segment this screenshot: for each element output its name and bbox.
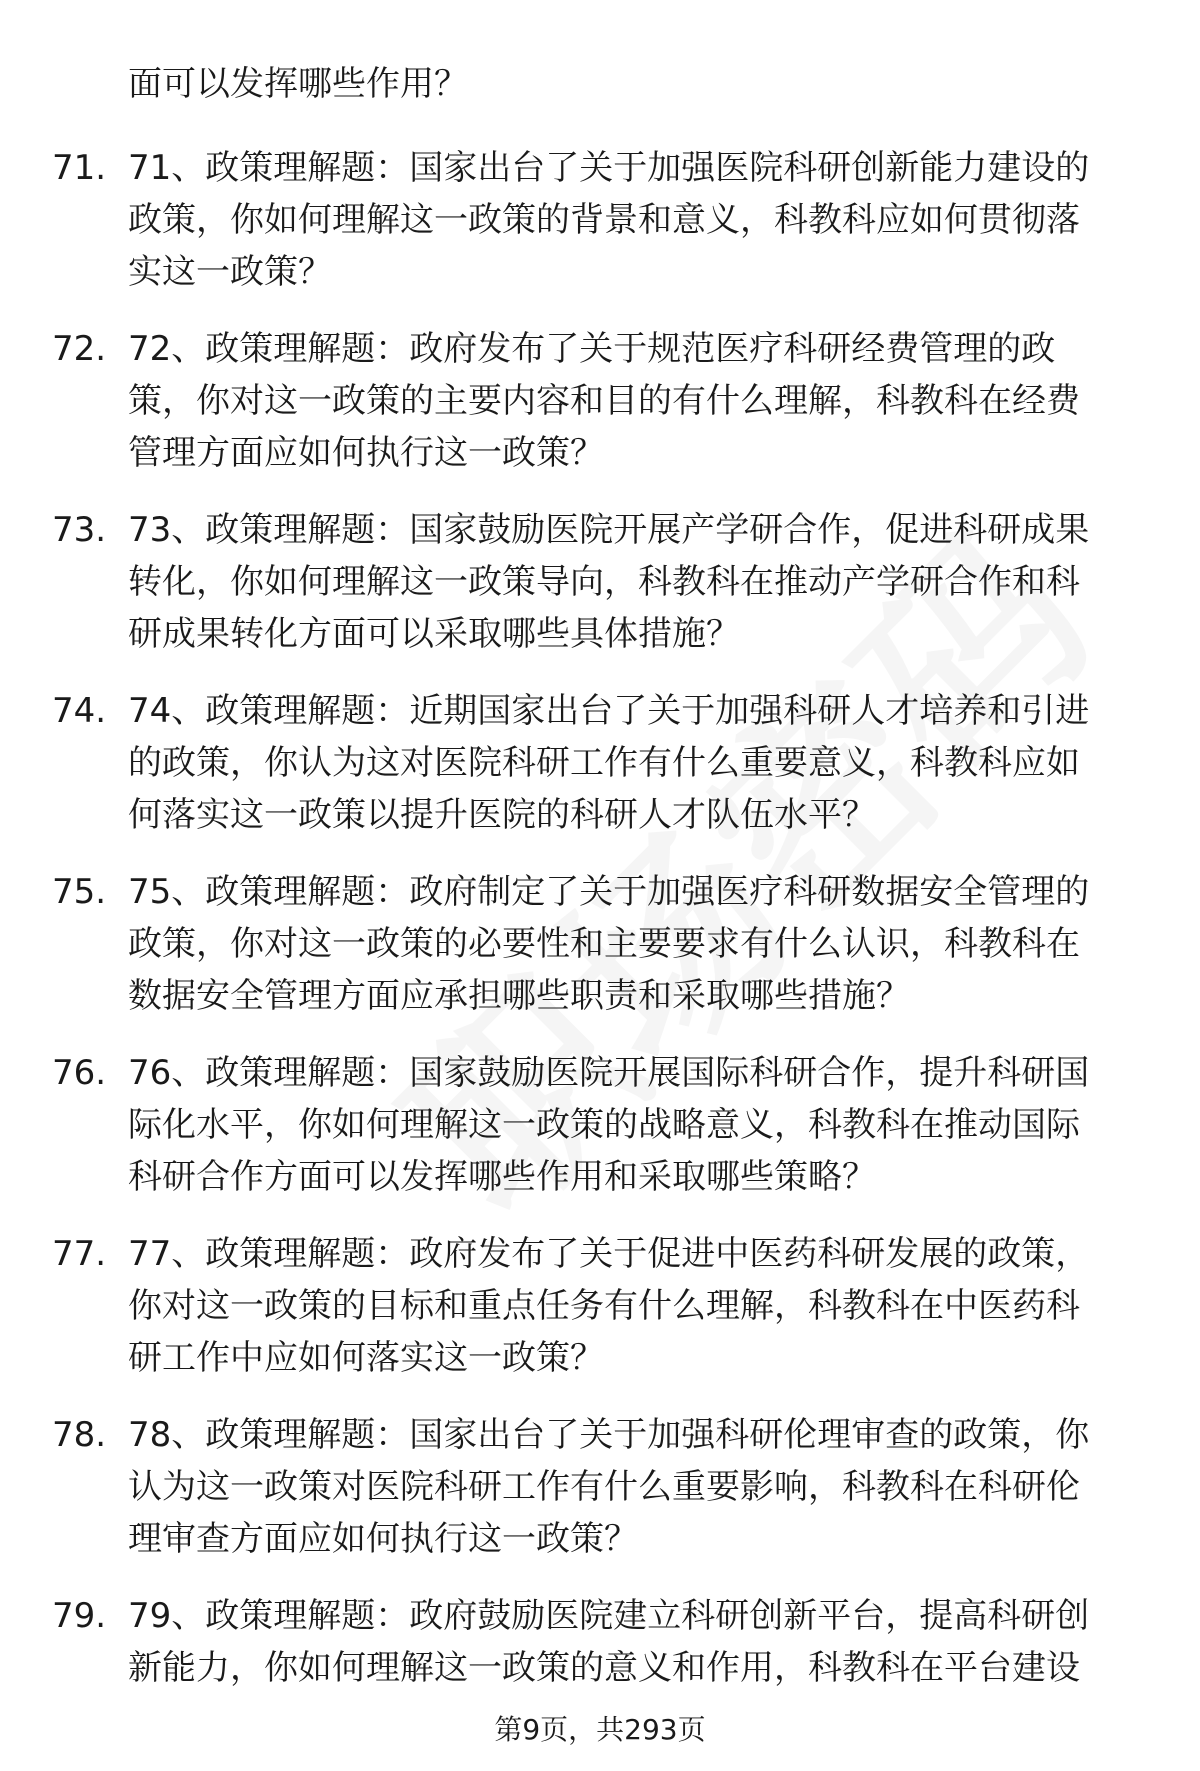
question-text-line: 管理方面应如何执行这一政策？ <box>128 433 604 473</box>
question-item <box>0 504 1200 685</box>
question-text-line: 79、政策理解题：政府鼓励医院建立科研创新平台，提高科研创 <box>128 1596 1090 1636</box>
question-text-line: 75、政策理解题：政府制定了关于加强医疗科研数据安全管理的 <box>128 872 1090 912</box>
question-item <box>0 866 1200 1047</box>
question-text-line: 74、政策理解题：近期国家出台了关于加强科研人才培养和引进 <box>128 691 1090 731</box>
question-number: 71. <box>52 148 107 188</box>
question-text-line: 72、政策理解题：政府发布了关于规范医疗科研经费管理的政 <box>128 329 1056 369</box>
question-text <box>128 866 1168 1022</box>
question-text-line: 科研合作方面可以发挥哪些作用和采取哪些策略？ <box>128 1157 876 1197</box>
question-text <box>128 1409 1168 1565</box>
question-text-line: 71、政策理解题：国家出台了关于加强医院科研创新能力建设的 <box>128 148 1090 188</box>
question-text-line: 数据安全管理方面应承担哪些职责和采取哪些措施？ <box>128 976 910 1016</box>
question-text-line: 研成果转化方面可以采取哪些具体措施？ <box>128 614 740 654</box>
question-item <box>0 142 1200 323</box>
continuation-text: 面可以发挥哪些作用？ <box>128 64 468 104</box>
question-text <box>128 323 1168 479</box>
question-text-line: 76、政策理解题：国家鼓励医院开展国际科研合作，提升科研国 <box>128 1053 1090 1093</box>
question-text-line: 转化，你如何理解这一政策导向，科教科在推动产学研合作和科 <box>128 562 1080 602</box>
question-item <box>0 1047 1200 1228</box>
question-number: 75. <box>52 872 107 912</box>
question-number: 74. <box>52 691 107 731</box>
question-text-line: 77、政策理解题：政府发布了关于促进中医药科研发展的政策， <box>128 1234 1090 1274</box>
question-text <box>128 1590 1168 1694</box>
question-number: 77. <box>52 1234 107 1274</box>
question-text <box>128 1228 1168 1384</box>
question-text-line: 认为这一政策对医院科研工作有什么重要影响，科教科在科研伦 <box>128 1467 1080 1507</box>
page-footer: 第9页，共293页 <box>494 1713 706 1746</box>
question-text-line: 际化水平，你如何理解这一政策的战略意义，科教科在推动国际 <box>128 1105 1080 1145</box>
question-number: 76. <box>52 1053 107 1093</box>
question-text <box>128 685 1168 841</box>
question-text <box>128 1047 1168 1203</box>
question-text-line: 新能力，你如何理解这一政策的意义和作用，科教科在平台建设 <box>128 1648 1080 1688</box>
question-item <box>0 685 1200 866</box>
question-number: 79. <box>52 1596 107 1636</box>
question-item <box>0 1228 1200 1409</box>
question-number: 73. <box>52 510 107 550</box>
question-item <box>0 323 1200 504</box>
question-text-line: 研工作中应如何落实这一政策？ <box>128 1338 604 1378</box>
question-text-line: 的政策，你认为这对医院科研工作有什么重要意义，科教科应如 <box>128 743 1080 783</box>
question-text-line: 策，你对这一政策的主要内容和目的有什么理解，科教科在经费 <box>128 381 1080 421</box>
question-text-line: 何落实这一政策以提升医院的科研人才队伍水平？ <box>128 795 876 835</box>
question-text <box>128 142 1168 298</box>
question-text-line: 政策，你如何理解这一政策的背景和意义，科教科应如何贯彻落 <box>128 200 1080 240</box>
question-text-line: 73、政策理解题：国家鼓励医院开展产学研合作，促进科研成果 <box>128 510 1090 550</box>
question-text-line: 理审查方面应如何执行这一政策？ <box>128 1519 638 1559</box>
question-text <box>128 504 1168 660</box>
question-text-line: 你对这一政策的目标和重点任务有什么理解，科教科在中医药科 <box>128 1286 1080 1326</box>
question-text-line: 政策，你对这一政策的必要性和主要要求有什么认识，科教科在 <box>128 924 1080 964</box>
question-list <box>0 142 1200 1771</box>
question-text-line: 78、政策理解题：国家出台了关于加强科研伦理审查的政策，你 <box>128 1415 1090 1455</box>
question-item <box>0 1409 1200 1590</box>
question-text-line: 实这一政策？ <box>128 252 332 292</box>
question-number: 72. <box>52 329 107 369</box>
question-number: 78. <box>52 1415 107 1455</box>
